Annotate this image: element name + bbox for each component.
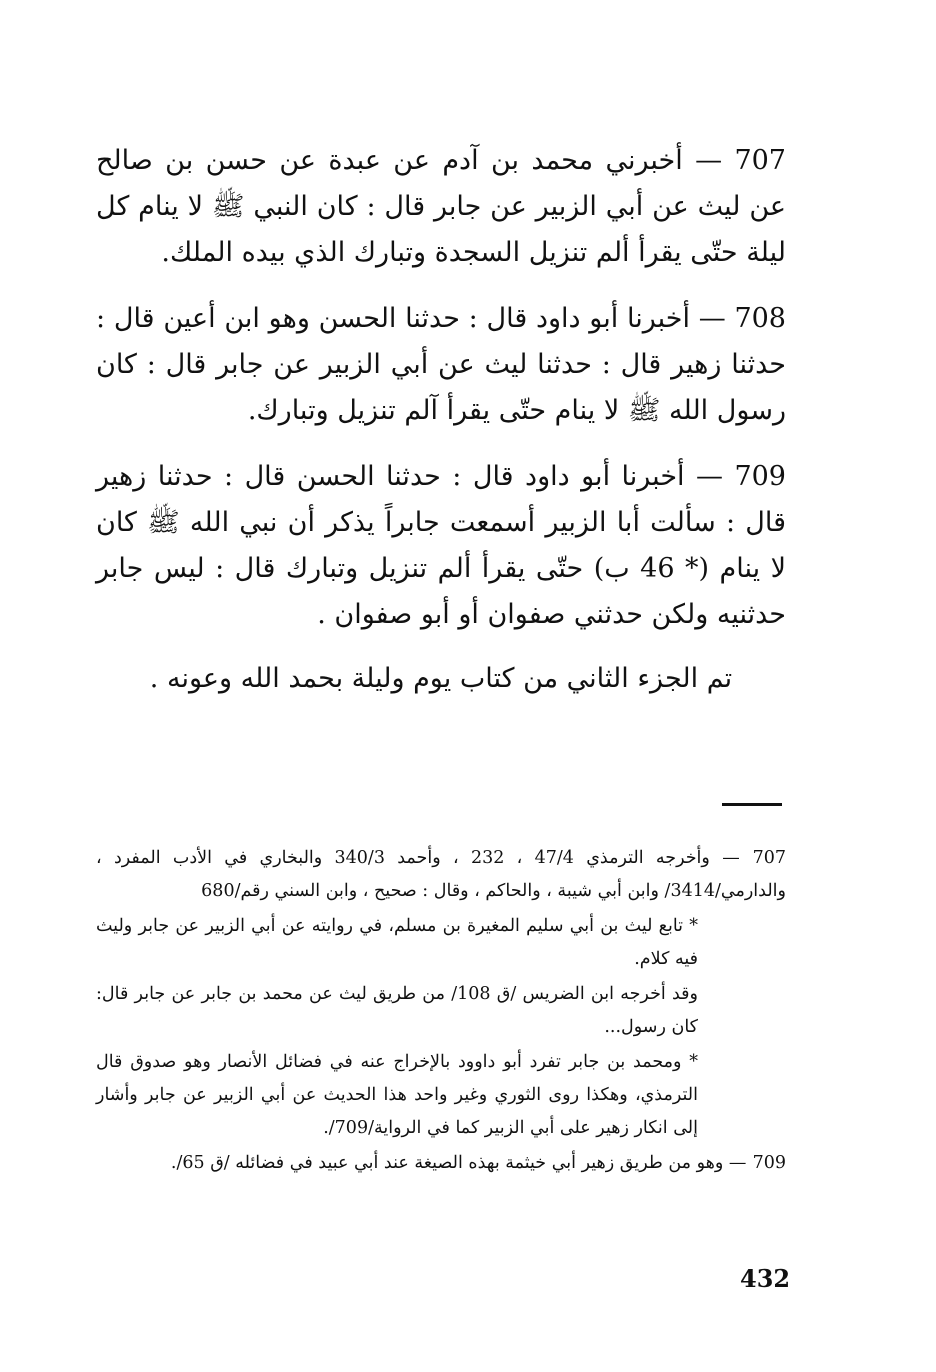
footnote-number: 709: [752, 1153, 786, 1173]
footnote-note-1: * تابع ليث بن أبي سليم المغيرة بن مسلم، في روايته عن أبي الزبير عن جابر وليث فيه كلام.: [96, 916, 698, 969]
footnote-divider: [722, 803, 782, 806]
hadith-709: 709 — أخبرنا أبو داود قال : حدثنا الحسن قال : حدثنا زهير قال : سألت أبا الزبير أسمعت جابراً يذكر أن نبي الله ﷺ كان لا ينام (* 46 ب) حتّى يقرأ ألم تنزيل وتبارك قال : ليس جابر حدثنيه ولكن حدثني صفوان أو أبو صفوان .: [96, 461, 786, 630]
footnote-707: [96, 842, 786, 908]
page-number: 432: [740, 1264, 791, 1293]
footnote-dash: —: [722, 848, 740, 868]
footnote-note-2: وقد أخرجه ابن الضريس /ق 108/ من طريق ليث عن محمد بن جابر عن جابر قال: كان رسول...: [96, 984, 698, 1037]
hadith-707: 707 — أخبرني محمد بن آدم عن عبدة عن حسن بن صالح عن ليث عن أبي الزبير عن جابر قال : كان النبي ﷺ لا ينام كل ليلة حتّى يقرأ ألم تنزيل السجدة وتبارك الذي بيده الملك.: [96, 145, 786, 268]
footnote-text: وهو من طريق زهير أبي خيثمة بهذه الصيغة عند أبي عبيد في فضائله /ق 65/.: [170, 1153, 724, 1173]
main-text: [96, 138, 786, 658]
footnotes: [96, 842, 786, 1182]
hadith-708: 708 — أخبرنا أبو داود قال : حدثنا الحسن وهو ابن أعين قال : حدثنا زهير قال : حدثنا ليث عن أبي الزبير عن جابر قال : كان رسول الله ﷺ لا ينام حتّى يقرأ آلم تنزيل وتبارك.: [96, 303, 786, 426]
footnote-text: وأخرجه الترمذي 47/4 ، 232 ، وأحمد 340/3 والبخاري في الأدب المفرد ، والدارمي/3414/ وابن أبي شيبة ، والحاكم ، وقال : صحيح ، وابن السني رقم/680: [96, 848, 786, 901]
footnote-note-3: * ومحمد بن جابر تفرد أبو داوود بالإخراج عنه في فضائل الأنصار وهو صدوق قال الترمذي، وهكذا روى الثوري وغير واحد هذا الحديث عن أبي الزبير عن جابر وأشار إلى انكار زهير على أبي الزبير كما في الرواية/709/.: [96, 1052, 698, 1138]
closing-line: تم الجزء الثاني من كتاب يوم وليلة بحمد الله وعونه .: [149, 663, 733, 694]
footnote-dash: —: [728, 1153, 747, 1173]
footnote-709: [96, 1147, 786, 1180]
footnote-number: 707: [752, 848, 786, 868]
